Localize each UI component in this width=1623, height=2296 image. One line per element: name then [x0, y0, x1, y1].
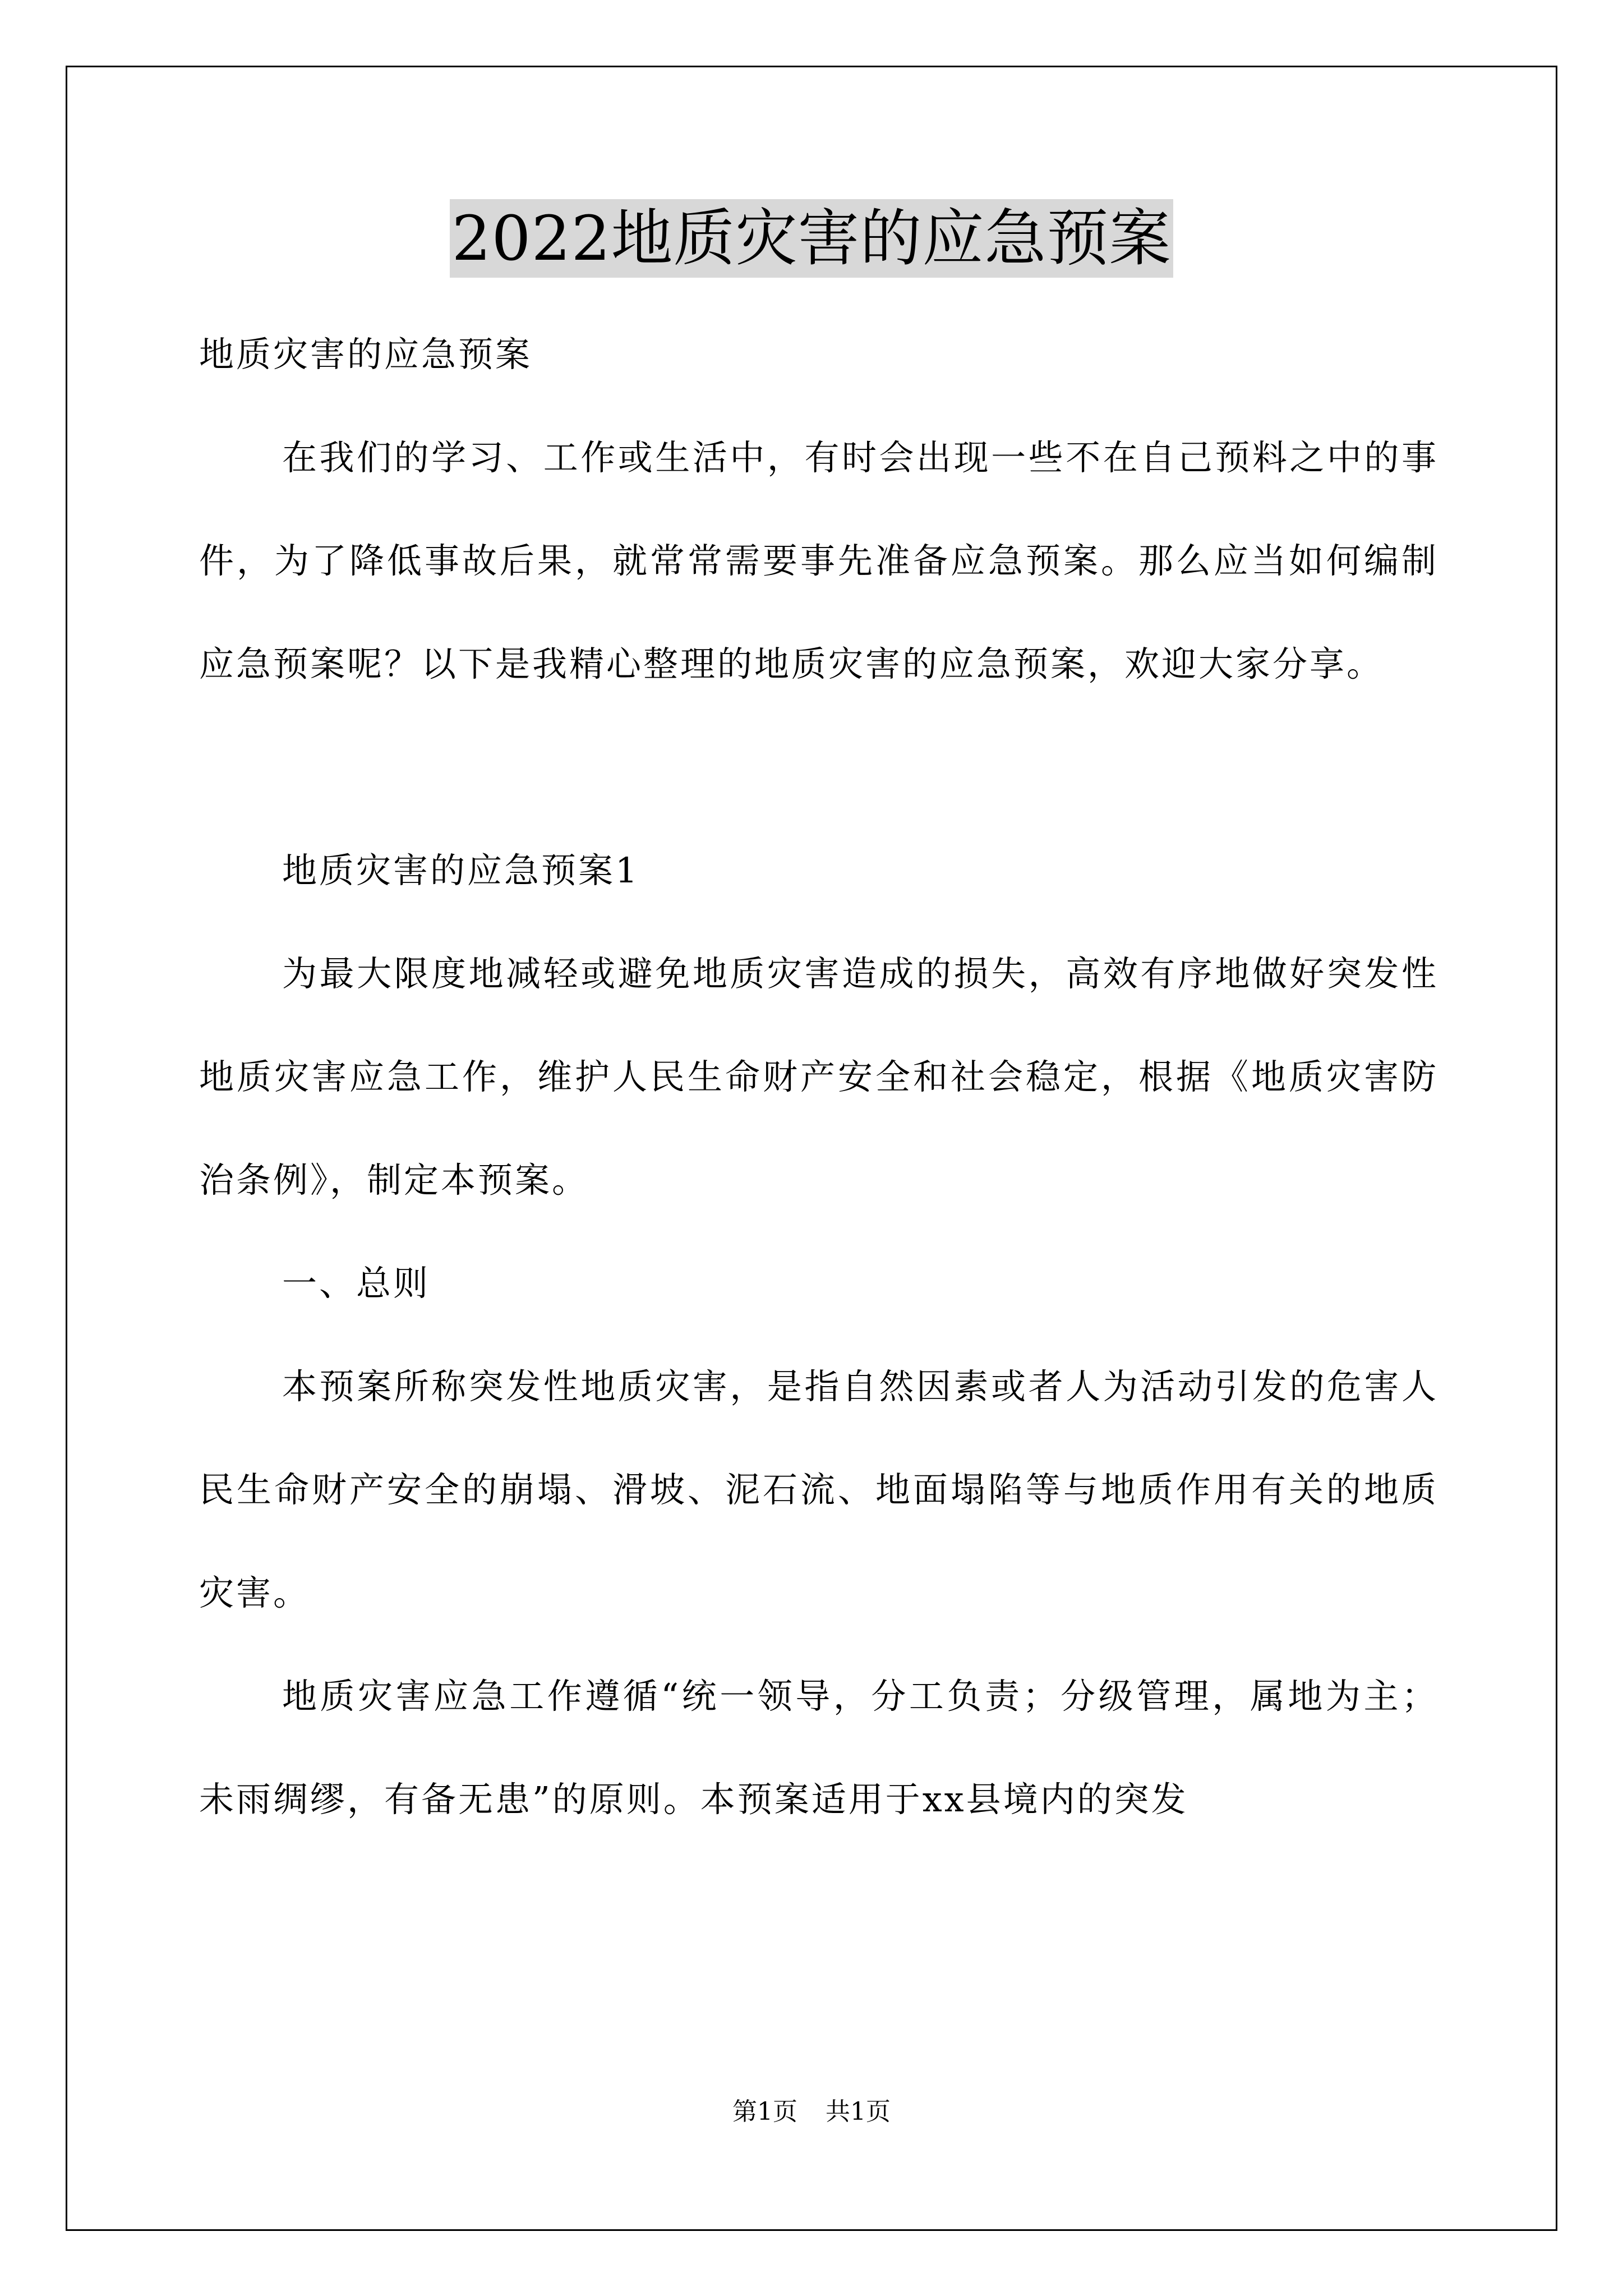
subtitle-paragraph: 地质灾害的应急预案: [199, 334, 533, 375]
page-footer: [0, 2095, 1623, 2129]
principles-paragraph: 地质灾害应急工作遵循“统一领导，分工负责；分级管理，属地为主；未雨绸缪，有备无患”的原则。本预案适用于xx县境内的突发: [199, 1676, 1438, 1820]
title-container: [0, 199, 1623, 278]
general-principles-heading: 一、总则: [282, 1263, 431, 1304]
page-number-total: 共1页: [826, 2097, 891, 2126]
definition-paragraph: 本预案所称突发性地质灾害，是指自然因素或者人为活动引发的危害人民生命财产安全的崩塌、滑坡、泥石流、地面塌陷等与地质作用有关的地质灾害。: [199, 1366, 1438, 1613]
document-title: 2022地质灾害的应急预案: [450, 199, 1174, 278]
section-heading: 地质灾害的应急预案1: [282, 850, 640, 891]
purpose-paragraph: 为最大限度地减轻或避免地质灾害造成的损失，高效有序地做好突发性地质灾害应急工作，维护人民生命财产安全和社会稳定，根据《地质灾害防治条例》，制定本预案。: [199, 953, 1438, 1200]
document-body: [199, 303, 1438, 1851]
intro-paragraph: 在我们的学习、工作或生活中，有时会出现一些不在自己预料之中的事件，为了降低事故后果，就常常需要事先准备应急预案。那么应当如何编制应急预案呢？以下是我精心整理的地质灾害的应急预案，欢迎大家分享。: [199, 437, 1438, 684]
page-number-current: 第1页: [732, 2097, 797, 2126]
paragraph-gap: [199, 716, 1438, 819]
